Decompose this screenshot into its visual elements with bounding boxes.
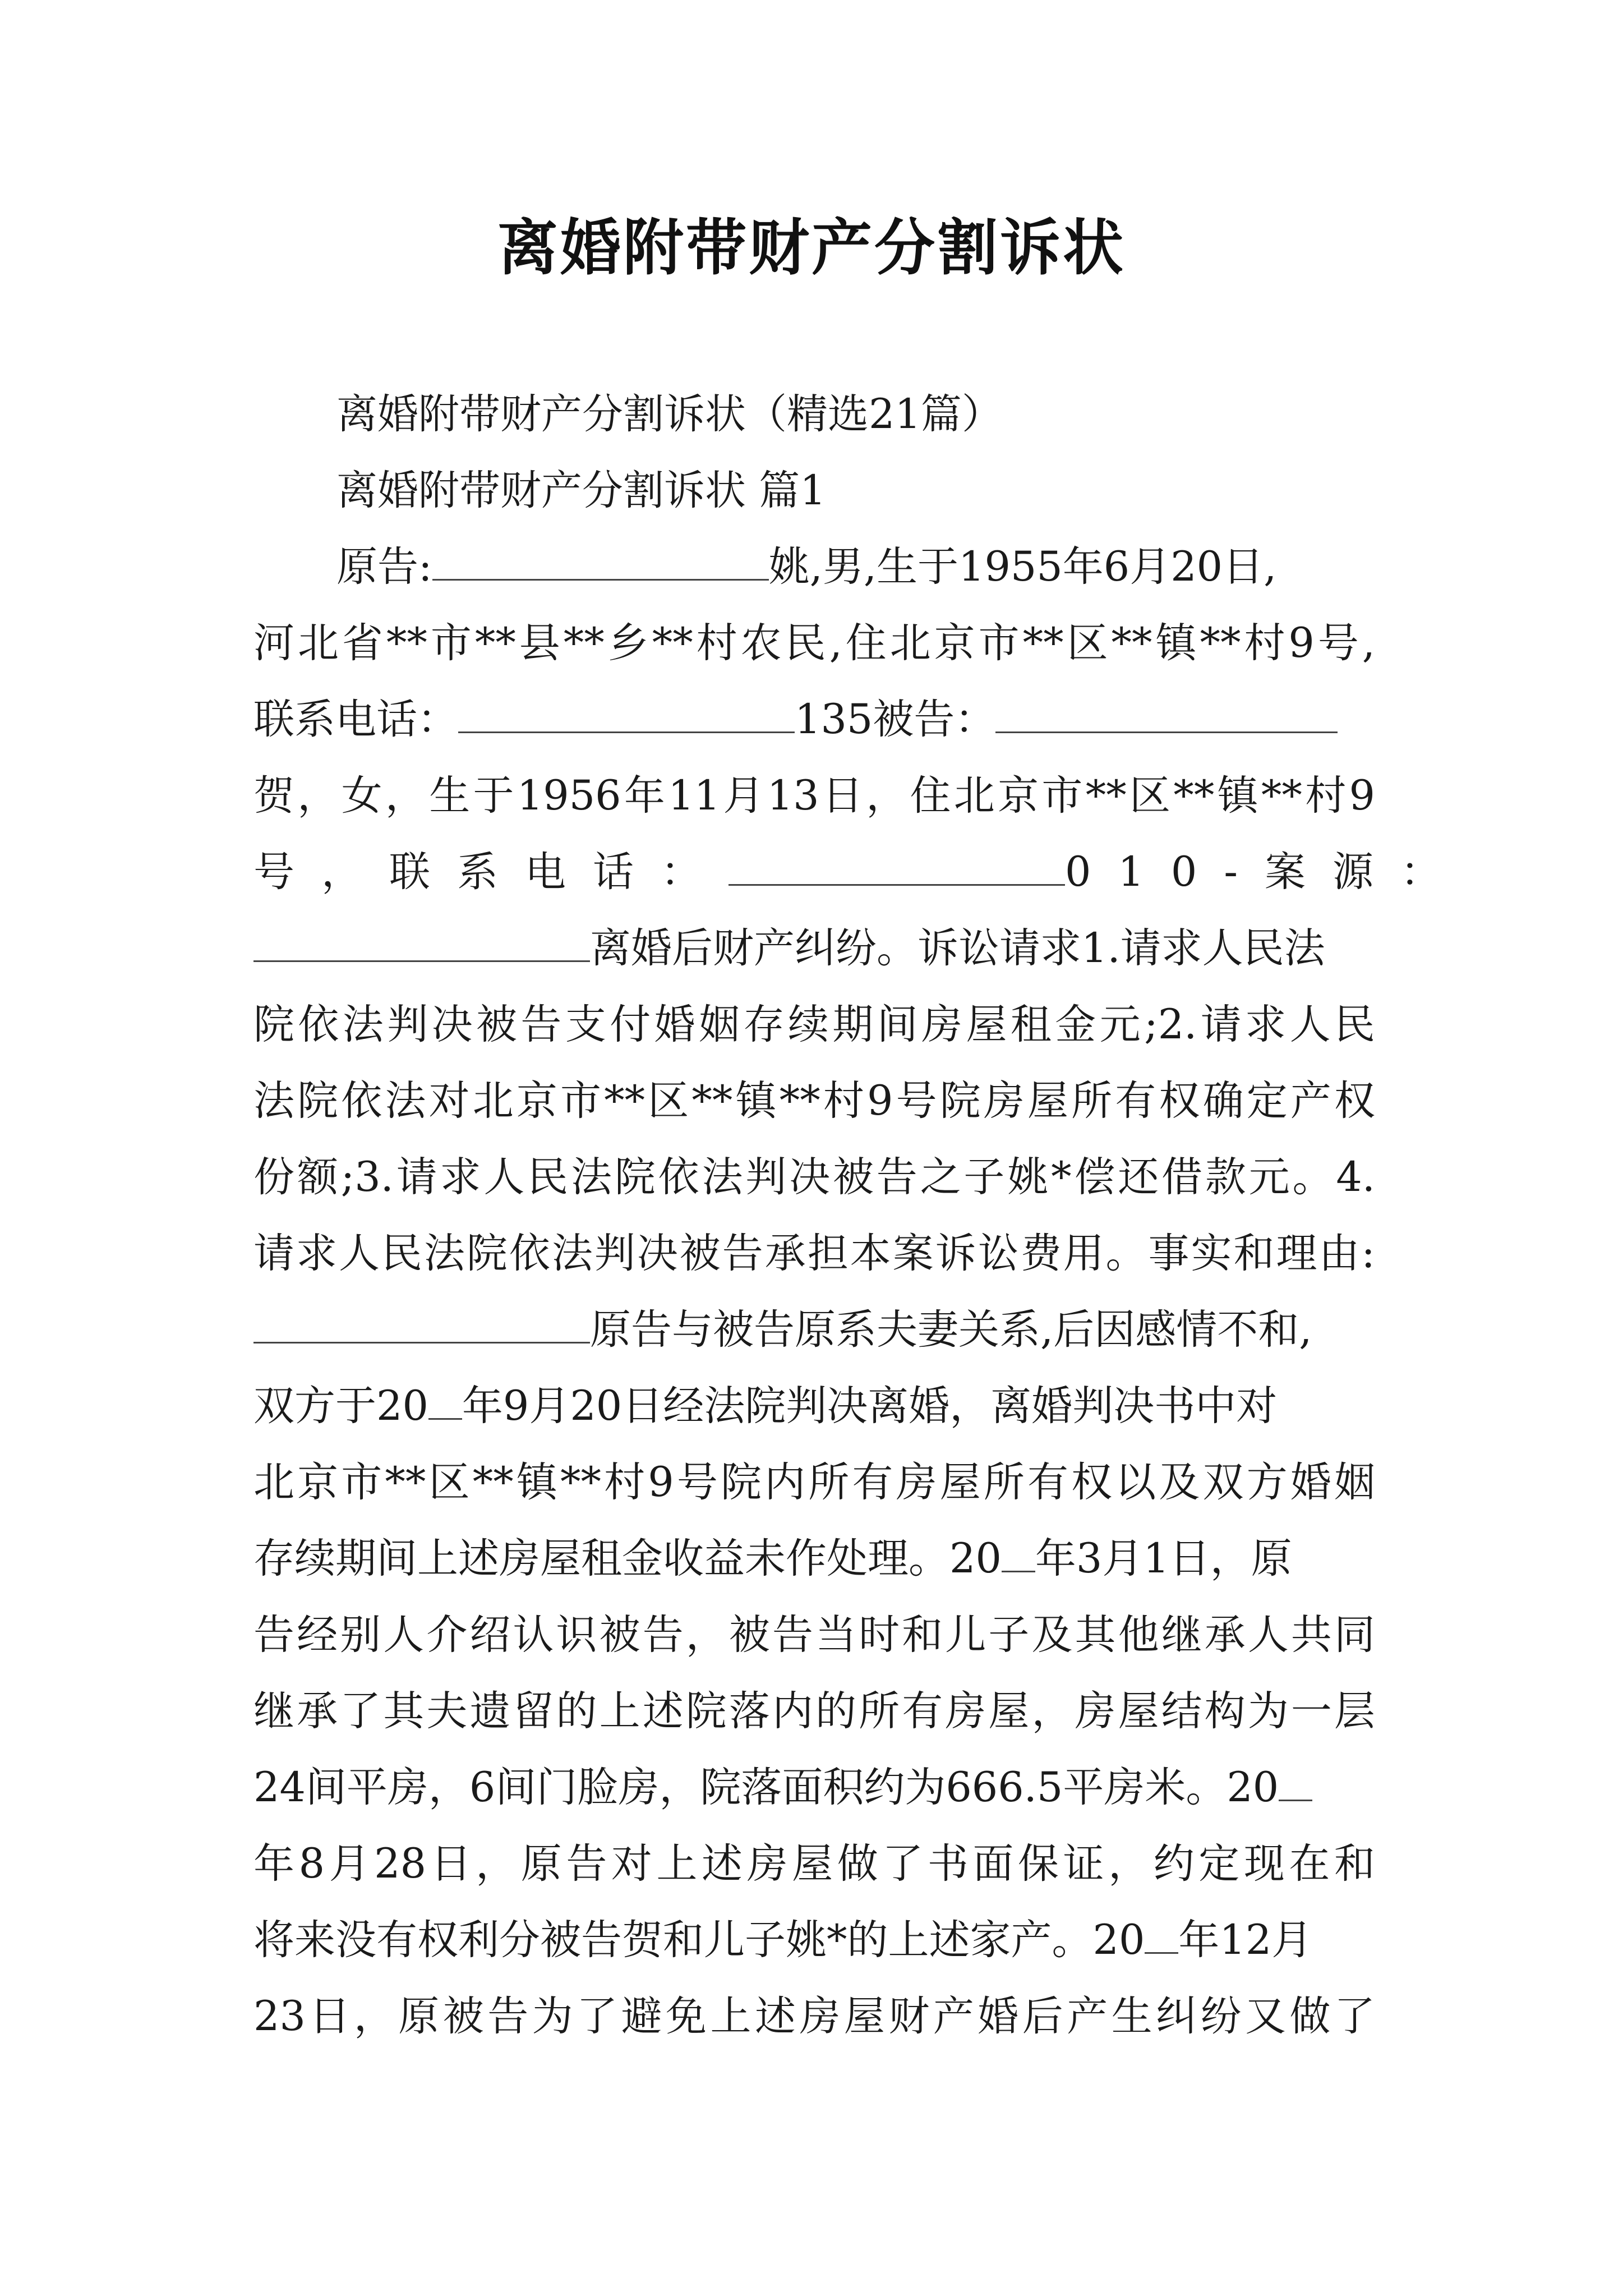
claim-text: 请求人民法院依法判决被告承担本案诉讼费用。事实和理由: bbox=[253, 1230, 1375, 1277]
facts-text: 双方于20 bbox=[253, 1382, 428, 1430]
document-title: 离婚附带财产分割诉状 bbox=[497, 213, 1126, 283]
subtitle-line bbox=[336, 390, 1375, 438]
body-line-11 bbox=[253, 1306, 1375, 1354]
body-line-16 bbox=[253, 1687, 1375, 1735]
subtitle-text: 离婚附带财产分割诉状（精选21篇） bbox=[336, 390, 1003, 438]
case-type: 离婚后财产纠纷。诉讼请求1.请求人民法 bbox=[590, 924, 1325, 972]
body-line-20 bbox=[253, 1993, 1375, 2040]
body-line-18 bbox=[253, 1840, 1375, 1888]
blank-field bbox=[428, 1386, 462, 1420]
blank-field bbox=[728, 852, 1065, 886]
body-line-5 bbox=[253, 848, 1469, 896]
body-line-19 bbox=[253, 1916, 1375, 1964]
facts-text: 原告与被告原系夫妻关系,后因感情不和, bbox=[590, 1306, 1312, 1354]
section-heading bbox=[336, 467, 1375, 514]
blank-field bbox=[458, 699, 795, 733]
facts-text: 告经别人介绍认识被告，被告当时和儿子及其他继承人共同 bbox=[253, 1611, 1375, 1659]
plaintiff-address: 河北省**市**县**乡**村农民,住北京市**区**镇**村9号, bbox=[253, 619, 1375, 667]
plaintiff-info: 姚,男,生于1955年6月20日, bbox=[768, 543, 1277, 591]
body-line-17 bbox=[253, 1764, 1375, 1811]
body-line-8 bbox=[253, 1077, 1375, 1125]
facts-text: 23日，原被告为了避免上述房屋财产婚后产生纠纷又做了 bbox=[253, 1993, 1375, 2040]
blank-field bbox=[1002, 1538, 1035, 1572]
body-line-1 bbox=[336, 543, 1375, 591]
defendant-phone-label: 号，联系电话： bbox=[253, 848, 728, 896]
facts-text: 24间平房，6间门脸房，院落面积约为666.5平房米。20 bbox=[253, 1764, 1279, 1811]
claim-text: 院依法判决被告支付婚姻存续期间房屋租金元;2.请求人民 bbox=[253, 1001, 1375, 1048]
blank-field bbox=[1279, 1767, 1312, 1801]
facts-text: 将来没有权利分被告贺和儿子姚*的上述家产。20 bbox=[253, 1916, 1145, 1964]
section-heading-text: 离婚附带财产分割诉状 篇1 bbox=[336, 467, 826, 514]
facts-text: 年8月28日，原告对上述房屋做了书面保证，约定现在和 bbox=[253, 1840, 1375, 1888]
facts-text: 年3月1日，原 bbox=[1035, 1535, 1292, 1582]
body-line-3 bbox=[253, 696, 1375, 743]
body-line-7 bbox=[253, 1001, 1375, 1048]
claim-text: 份额;3.请求人民法院依法判决被告之子姚*偿还借款元。4. bbox=[253, 1153, 1375, 1201]
phone-label: 联系电话： bbox=[253, 696, 458, 743]
claim-text: 法院依法对北京市**区**镇**村9号院房屋所有权确定产权 bbox=[253, 1077, 1375, 1125]
blank-field bbox=[995, 699, 1338, 733]
body-line-4 bbox=[253, 772, 1375, 820]
defendant-info: 贺，女，生于1956年11月13日，住北京市**区**镇**村9 bbox=[253, 772, 1375, 820]
body-line-14 bbox=[253, 1535, 1375, 1582]
body-line-15 bbox=[253, 1611, 1375, 1659]
body-line-10 bbox=[253, 1230, 1375, 1277]
defendant-label: 135被告： bbox=[795, 696, 996, 743]
blank-field bbox=[432, 546, 769, 581]
blank-field bbox=[253, 1309, 590, 1343]
body-line-6 bbox=[253, 924, 1375, 972]
body-line-13 bbox=[253, 1458, 1375, 1506]
blank-field bbox=[1145, 1920, 1178, 1954]
case-source-label: 010-案源： bbox=[1065, 848, 1469, 896]
facts-text: 年9月20日经法院判决离婚，离婚判决书中对 bbox=[462, 1382, 1278, 1430]
facts-text: 年12月 bbox=[1178, 1916, 1313, 1964]
plaintiff-label: 原告: bbox=[336, 543, 432, 591]
facts-text: 北京市**区**镇**村9号院内所有房屋所有权以及双方婚姻 bbox=[253, 1458, 1375, 1506]
facts-text: 存续期间上述房屋租金收益未作处理。20 bbox=[253, 1535, 1002, 1582]
body-line-12 bbox=[253, 1382, 1375, 1430]
body-line-9 bbox=[253, 1153, 1375, 1201]
blank-field bbox=[253, 928, 590, 962]
body-line-2 bbox=[253, 619, 1375, 667]
facts-text: 继承了其夫遗留的上述院落内的所有房屋，房屋结构为一层 bbox=[253, 1687, 1375, 1735]
